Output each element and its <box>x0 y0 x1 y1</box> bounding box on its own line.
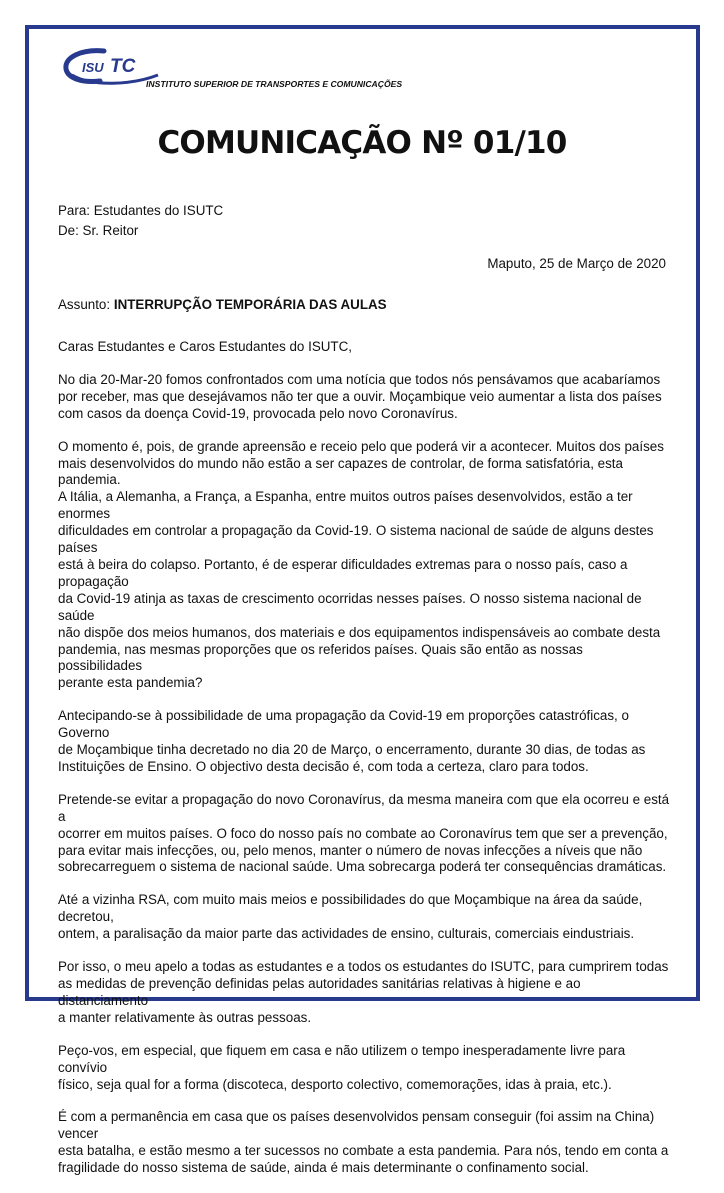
paragraph-1: No dia 20-Mar-20 fomos confrontados com uma notícia que todos nós pensávamos que acabaríamos por receber, mas que desejávamos não ter que a ouvir. Moçambique veio aumentar a lista dos países com casos da doença Covid-19, provocada pelo novo Coronavírus. <box>58 371 662 421</box>
paragraph-8: É com a permanência em casa que os países desenvolvidos pensam conseguir (foi assim na China) vencer esta batalha, e estão mesmo a ter sucessos no combate a esta pandemia. Para nós, tendo em conta a fragilidade do nosso sistema de saúde, ainda é mais determinante o confinamento social. <box>58 1109 669 1176</box>
svg-text:ISU: ISU <box>82 60 104 75</box>
paragraph-3: Antecipando-se à possibilidade de uma propagação da Covid-19 em proporções catastróficas, o Governo de Moçambique tinha decretado no dia 20 de Março, o encerramento, durante 30 dias, de todas as Instituições de Ensino. O objectivo desta decisão é, com toda a certeza, claro para todos. <box>58 708 646 774</box>
date-line: Maputo, 25 de Março de 2020 <box>487 256 666 271</box>
paragraph-6: Por isso, o meu apelo a todas as estudantes e a todos os estudantes do ISUTC, para cumprirem todas as medidas de prevenção definidas pelas autoridades sanitárias relativas à higiene e ao distanciamento a manter relativamente às outras pessoas. <box>58 959 669 1025</box>
sender-line: De: Sr. Reitor <box>58 223 139 238</box>
recipient-line: Para: Estudantes do ISUTC <box>58 203 224 218</box>
page-title: COMUNICAÇÃO Nº 01/10 <box>157 125 567 161</box>
institute-name: INSTITUTO SUPERIOR DE TRANSPORTES E COMUNICAÇÕES <box>146 79 403 89</box>
greeting: Caras Estudantes e Caros Estudantes do ISUTC, <box>58 339 352 354</box>
subject-text: INTERRUPÇÃO TEMPORÁRIA DAS AULAS <box>113 297 387 312</box>
paragraph-4: Pretende-se evitar a propagação do novo Coronavírus, da mesma maneira com que ela ocorreu e está a ocorrer em muitos países. O foco do nosso país no combate ao Coronavírus tem que ser a prevenção, para evitar mais infecções, ou, pelo menos, manter o número de novas infecções a níveis que não sobrecarreguem o sistema de nacional saúde. Uma sobrecarga poderá ter consequências dramáticas. <box>58 791 670 875</box>
paragraph-2: O momento é, pois, de grande apreensão e receio pelo que poderá vir a acontecer. Muitos dos países mais desenvolvidos do mundo não estão a ser capazes de controlar, de forma satisfatória, esta pandemia. A Itália, a Alemanha, a França, a Espanha, entre muitos outros países desenvolvidos, estão a ter enormes dificuldades em controlar a propagação da Covid-19. O sistema nacional de saúde de alguns destes países está à beira do colapso. Portanto, é de esperar dificuldades extremas para o nosso país, caso a propagação da Covid-19 atinja as taxas de crescimento ocorridas nesses países. O nosso sistema nacional de saúde não dispõe dos meios humanos, dos materiais e dos equipamentos indispensáveis ao combate desta pandemia, nas mesmas proporções que os referidos países. Quais são então as nossas possibilidades perante esta pandemia? <box>58 438 664 691</box>
subject-label: Assunto: <box>58 297 111 312</box>
paragraph-5: Até a vizinha RSA, com muito mais meios e possibilidades do que Moçambique na área da saúde, decretou, ontem, a paralisação da maior parte das actividades de ensino, culturais, comerciais eindustriais. <box>58 892 643 942</box>
letter-body <box>58 339 670 1193</box>
svg-text:TC: TC <box>110 56 136 77</box>
subject-line <box>58 297 387 312</box>
paragraph-7: Peço-vos, em especial, que fiquem em casa e não utilizem o tempo inesperadamente livre para convívio físico, seja qual for a forma (discoteca, desporto colectivo, comemorações, idas à praia, etc.). <box>58 1042 626 1092</box>
